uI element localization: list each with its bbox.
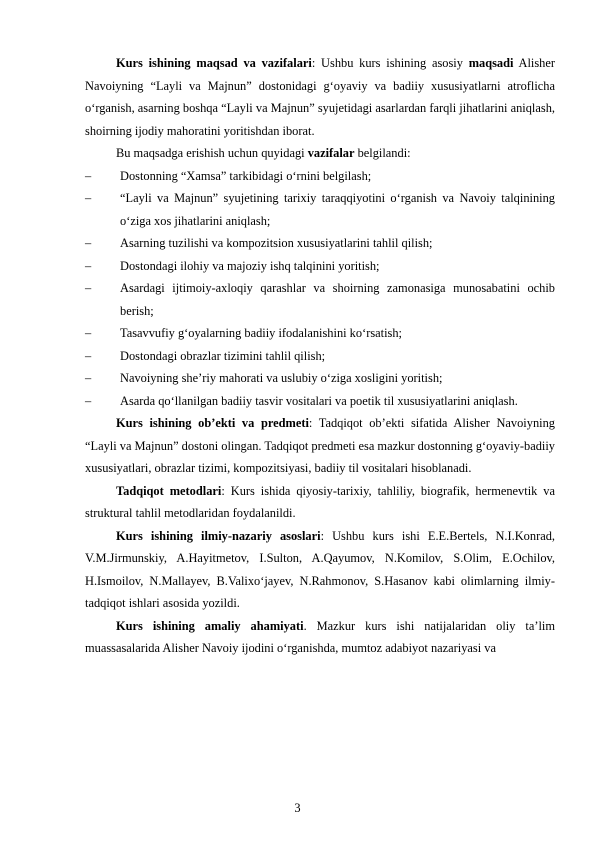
tasks-list — [85, 165, 555, 413]
list-dash: – — [85, 236, 92, 250]
list-dash: – — [85, 258, 92, 273]
list-item — [85, 322, 555, 345]
list-item-text: “Layli va Majnun” syujetining tarixiy taraqqiyotini o‘rganish va Navoiy talqinining o‘ziga xos jihatlarini aniqlash; — [120, 191, 555, 228]
tasks-key-term: vazifalar — [307, 146, 355, 160]
goals-paragraph — [85, 52, 555, 142]
list-item — [85, 165, 555, 188]
foundations-heading: Kurs ishining ilmiy-nazariy asoslari — [116, 528, 321, 543]
list-item-text: Asardagi ijtimoiy-axloqiy qarashlar va shoirning zamonasiga munosabatini ochib berish; — [120, 281, 555, 318]
list-item — [85, 390, 555, 413]
list-item-text: Tasavvufiy g‘oyalarning badiiy ifodalanishini ko‘rsatish; — [120, 326, 402, 340]
object-subject-heading: Kurs ishining ob’ekti va predmeti — [116, 416, 309, 430]
list-item-text: Asarning tuzilishi va kompozitsion xususiyatlarini tahlil qilish; — [120, 236, 433, 250]
goals-heading: Kurs ishining maqsad va vazifalari — [116, 56, 312, 70]
list-item — [85, 367, 555, 390]
practical-value-paragraph — [85, 615, 555, 660]
practical-value-text: . Mazkur kurs ishi natijalaridan oliy ta’lim muassasalarida Alisher Navoiy ijodini o‘rganishda, mumtoz adabiyot nazariyasi va — [85, 618, 555, 655]
methods-paragraph — [85, 480, 555, 525]
list-item-text: Dostondagi obrazlar tizimini tahlil qilish; — [120, 348, 326, 363]
list-item-text: Navoiyning she’riy mahorati va uslubiy o‘ziga xosligini yoritish; — [120, 371, 443, 385]
tasks-intro-text-2: belgilandi: — [354, 146, 411, 160]
list-item — [85, 232, 555, 255]
list-dash: – — [85, 348, 92, 363]
list-dash: – — [85, 371, 92, 385]
list-item — [85, 255, 555, 278]
foundations-text: : Ushbu kurs ishi E.E.Bertels, N.I.Konrad, V.M.Jirmunskiy, A.Hayitmetov, I.Sulton, A.Qayumov, N.Komilov, S.Olim, E.Ochilov, H.Ismoilov, N.Mallayev, B.Valixo‘jayev, N.Rahmonov, S.Hasanov kabi olimlarning ilmiy-tadqiqot ishlari asosida yozildi. — [85, 528, 555, 610]
list-dash: – — [85, 281, 92, 295]
list-item-text: Dostondagi ilohiy va majoziy ishq talqinini yoritish; — [120, 258, 380, 273]
list-item — [85, 187, 555, 232]
goals-text-2: Alisher Navoiyning “Layli va Majnun” dostonidagi g‘oyaviy va badiiy xususiyatlarni atroflicha o‘rganish, asarning boshqa “Layli va Majnun” syujetidagi asarlardan farqli jihatlarini aniqlash, shoirning ijodiy mahoratini yoritishdan iborat. — [85, 56, 556, 138]
list-item — [85, 277, 555, 322]
list-item — [85, 345, 555, 368]
list-dash: – — [85, 191, 92, 205]
list-item-text: Asarda qo‘llanilgan badiiy tasvir vositalari va poetik til xususiyatlarini aniqlash. — [120, 393, 518, 408]
foundations-paragraph — [85, 525, 555, 615]
practical-value-heading: Kurs ishining amaliy ahamiyati — [116, 618, 304, 633]
object-subject-text: : Tadqiqot ob’ekti sifatida Alisher Navoiyning “Layli va Majnun” dostoni olingan. Tadqiqot predmeti esa mazkur dostonning g‘oyaviy-badiiy xususiyatlari, obrazlar tizimi, kompozitsiyasi, badiiy til vositalari hisoblanadi. — [85, 416, 555, 475]
goals-key-term: maqsadi — [468, 56, 514, 70]
list-dash: – — [85, 326, 92, 340]
tasks-intro-paragraph — [85, 142, 555, 165]
list-dash: – — [85, 168, 92, 183]
document-page — [85, 52, 555, 660]
page-number: 3 — [294, 801, 301, 815]
goals-text-1: : Ushbu kurs ishining asosiy — [311, 56, 469, 70]
tasks-intro-text-1: Bu maqsadga erishish uchun quyidagi — [116, 146, 308, 160]
methods-text: : Kurs ishida qiyosiy-tarixiy, tahliliy, biografik, hermenevtik va struktural tahlil metodlaridan foydalanildi. — [85, 483, 555, 520]
methods-heading: Tadqiqot metodlari — [116, 483, 222, 498]
list-item-text: Dostonning “Xamsa” tarkibidagi o‘rnini belgilash; — [120, 168, 372, 183]
object-subject-paragraph — [85, 412, 555, 480]
list-dash: – — [85, 393, 92, 408]
